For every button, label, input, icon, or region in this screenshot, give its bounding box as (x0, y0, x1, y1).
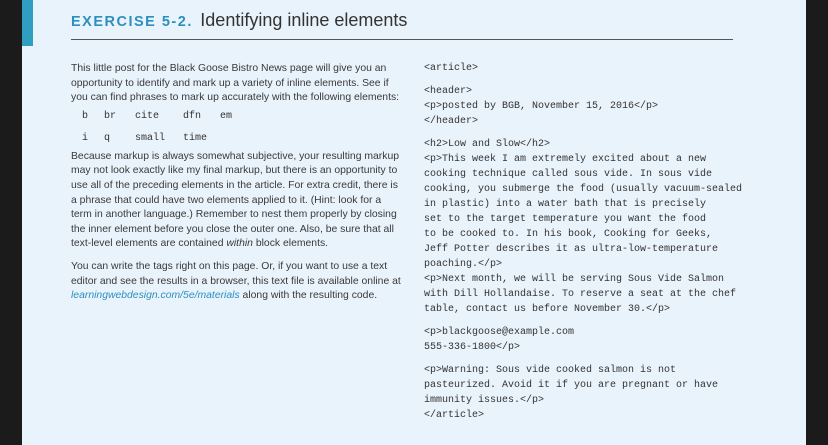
para2-end: block elements. (252, 238, 329, 250)
tag-em: em (220, 110, 233, 122)
tag-time: time (183, 132, 208, 144)
code-line: to be cooked to. In his book, Cooking for Geeks, (424, 229, 713, 240)
exercise-heading (71, 10, 733, 38)
code-line: 555-336-1800</p> (424, 342, 521, 353)
materials-link[interactable]: learningwebdesign.com/5e/materials (71, 290, 240, 302)
code-line: poaching.</p> (424, 259, 503, 270)
para3-text: You can write the tags right on this page. Or, if you want to use a text editor and see the results in a browser, this text file is available online at (71, 260, 401, 287)
tag-dfn: dfn (183, 110, 202, 122)
code-line: set to the target temperature you want the food (424, 214, 707, 225)
code-line: <p>posted by BGB, November 15, 2016</p> (424, 101, 659, 112)
code-line: <h2>Low and Slow</h2> (424, 139, 551, 150)
tag-list-row-1 (71, 106, 401, 128)
instructions-column (71, 62, 401, 304)
code-line: cooking, you submerge the food (usually vacuum-sealed (424, 184, 743, 195)
code-line: <article> (424, 63, 479, 74)
code-line: with Dill Hollandaise. To reserve a seat at the chef (424, 289, 737, 300)
para2-text: Because markup is always somewhat subjective, your resulting markup may not look exactly like my final markup, but there is an opportunity to use all of the preceding elements in the article. For extra credit, there is a phrase that could have two elements applied to it. (Hint: look for a term in another language.) Remember to nest them properly by closing the inner element before you close the outer one. Also, be sure that all text-level elements are contained (71, 150, 400, 250)
code-line: <p>This week I am extremely excited about a new (424, 154, 707, 165)
code-line: in plastic) into a water bath that is precisely (424, 199, 707, 210)
tag-br: br (104, 110, 117, 122)
code-listing (424, 61, 764, 423)
exercise-title: Identifying inline elements (200, 10, 408, 30)
code-line: pasteurized. Avoid it if you are pregnant or have (424, 380, 719, 391)
code-line: <p>blackgoose@example.com (424, 327, 575, 338)
code-line: <p>Next month, we will be serving Sous Vide Salmon (424, 274, 725, 285)
tag-i: i (82, 132, 89, 144)
para2-emphasis: within (226, 238, 253, 250)
tag-list-row-2 (71, 128, 401, 150)
resources-paragraph (71, 260, 401, 304)
tag-b: b (82, 110, 89, 122)
code-line: <header> (424, 86, 473, 97)
heading-rule (71, 39, 733, 40)
code-line: Jeff Potter describes it as ultra-low-temperature (424, 244, 719, 255)
intro-paragraph: This little post for the Black Goose Bistro News page will give you an opportunity to identify and mark up a variety of inline elements. See if you can find phrases to mark up accurately with the following elements: (71, 63, 400, 104)
code-line: <p>Warning: Sous vide cooked salmon is not (424, 365, 677, 376)
para3-end: along with the resulting code. (239, 290, 378, 302)
code-line: </article> (424, 410, 485, 421)
tag-q: q (104, 132, 111, 144)
code-line: cooking technique called sous vide. In sous vide (424, 169, 713, 180)
tag-cite: cite (135, 110, 160, 122)
markup-instructions-paragraph (71, 150, 401, 252)
exercise-number: EXERCISE 5-2. (71, 14, 193, 30)
code-line: table, contact us before November 30.</p> (424, 304, 671, 315)
section-tab-marker (22, 0, 33, 46)
tag-small: small (135, 132, 166, 144)
code-line: immunity issues.</p> (424, 395, 545, 406)
code-line: </header> (424, 116, 479, 127)
